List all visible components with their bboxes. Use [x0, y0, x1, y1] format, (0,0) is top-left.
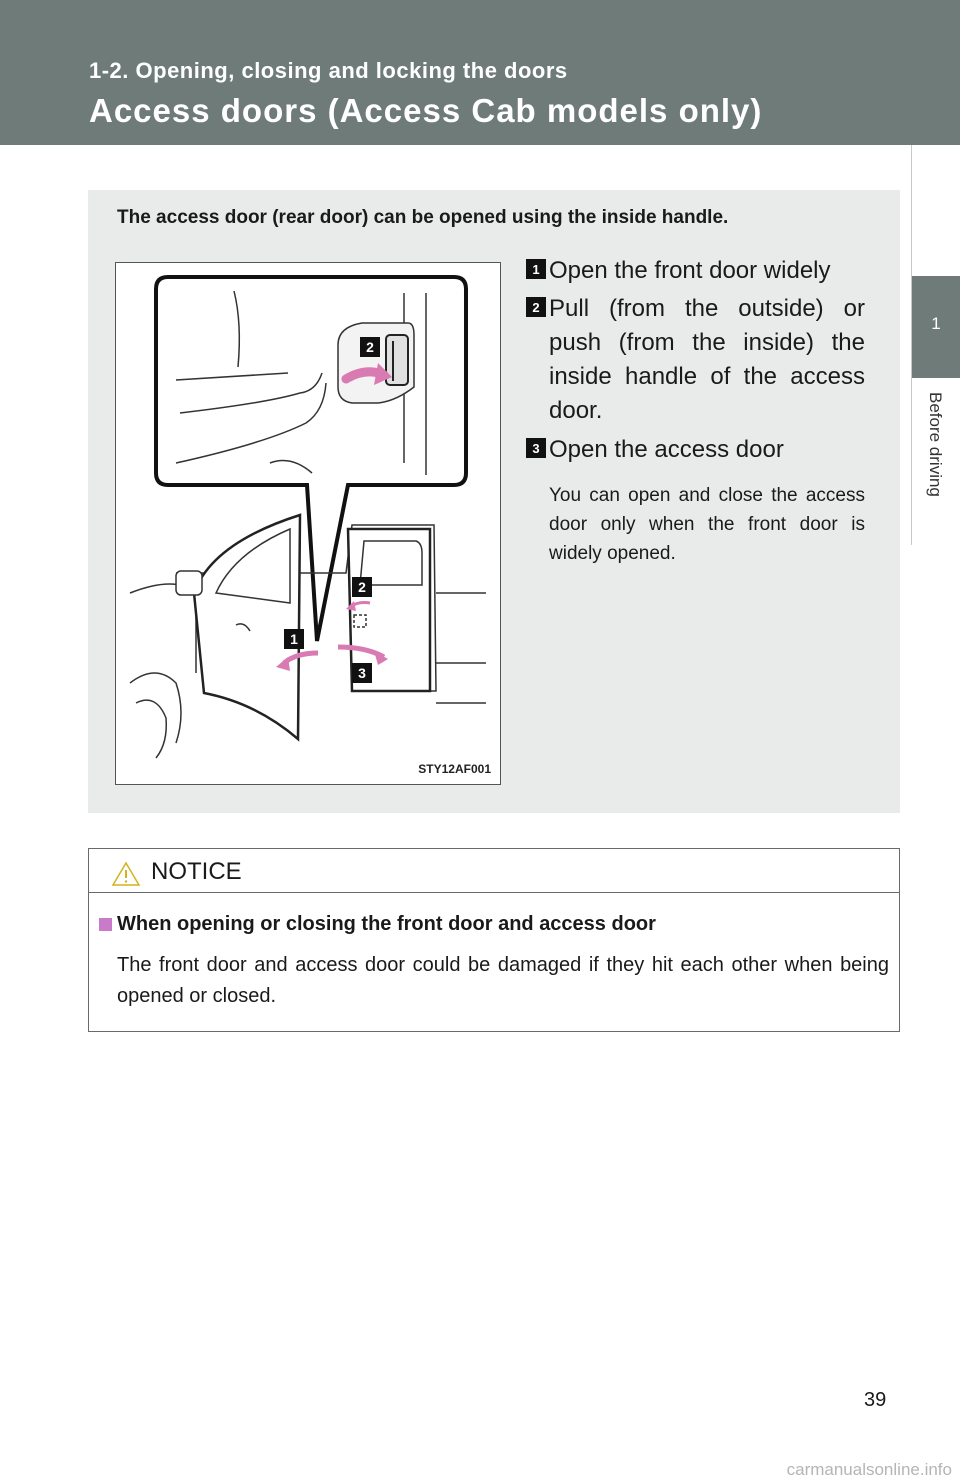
notice-body: The front door and access door could be damaged if they hit each other when being opened or closed. — [117, 954, 889, 1007]
page-number: 39 — [864, 1389, 887, 1411]
notice-subheading: When opening or closing the front door and access door — [117, 913, 656, 935]
warning-triangle-icon — [111, 861, 141, 887]
step-number-2: 2 — [526, 297, 546, 317]
step-text-3: Open the access door — [549, 436, 784, 463]
watermark: carmanualsonline.info — [786, 1460, 952, 1479]
page-title: Access doors (Access Cab models only) — [89, 92, 763, 129]
chapter-name: Before driving — [926, 392, 945, 497]
callout-1: 1 — [290, 631, 298, 647]
callout-2: 2 — [358, 579, 366, 595]
step-text-1: Open the front door widely — [549, 257, 831, 284]
chapter-number: 1 — [931, 314, 941, 333]
notice-header — [89, 849, 899, 893]
intro-text: The access door (rear door) can be opened using the inside handle. — [117, 207, 729, 228]
callout-3: 3 — [358, 665, 366, 681]
callout-2-inset: 2 — [366, 339, 374, 355]
step-number-1: 1 — [526, 259, 546, 279]
notice-box — [88, 848, 900, 1032]
step-note: You can open and close the access door only when the front door is widely opened. — [549, 485, 865, 564]
section-title: 1-2. Opening, closing and locking the doors — [89, 58, 568, 83]
step-number-3: 3 — [526, 438, 546, 458]
truck-door-drawing — [116, 263, 500, 784]
access-door-illustration — [115, 262, 501, 785]
notice-title: NOTICE — [151, 858, 242, 885]
bullet-square-icon — [99, 918, 112, 931]
figure-code: STY12AF001 — [418, 762, 491, 776]
page-header — [0, 0, 960, 145]
step-text-2: Pull (from the outside) or push (from the inside) the inside handle of the access door. — [549, 295, 865, 424]
